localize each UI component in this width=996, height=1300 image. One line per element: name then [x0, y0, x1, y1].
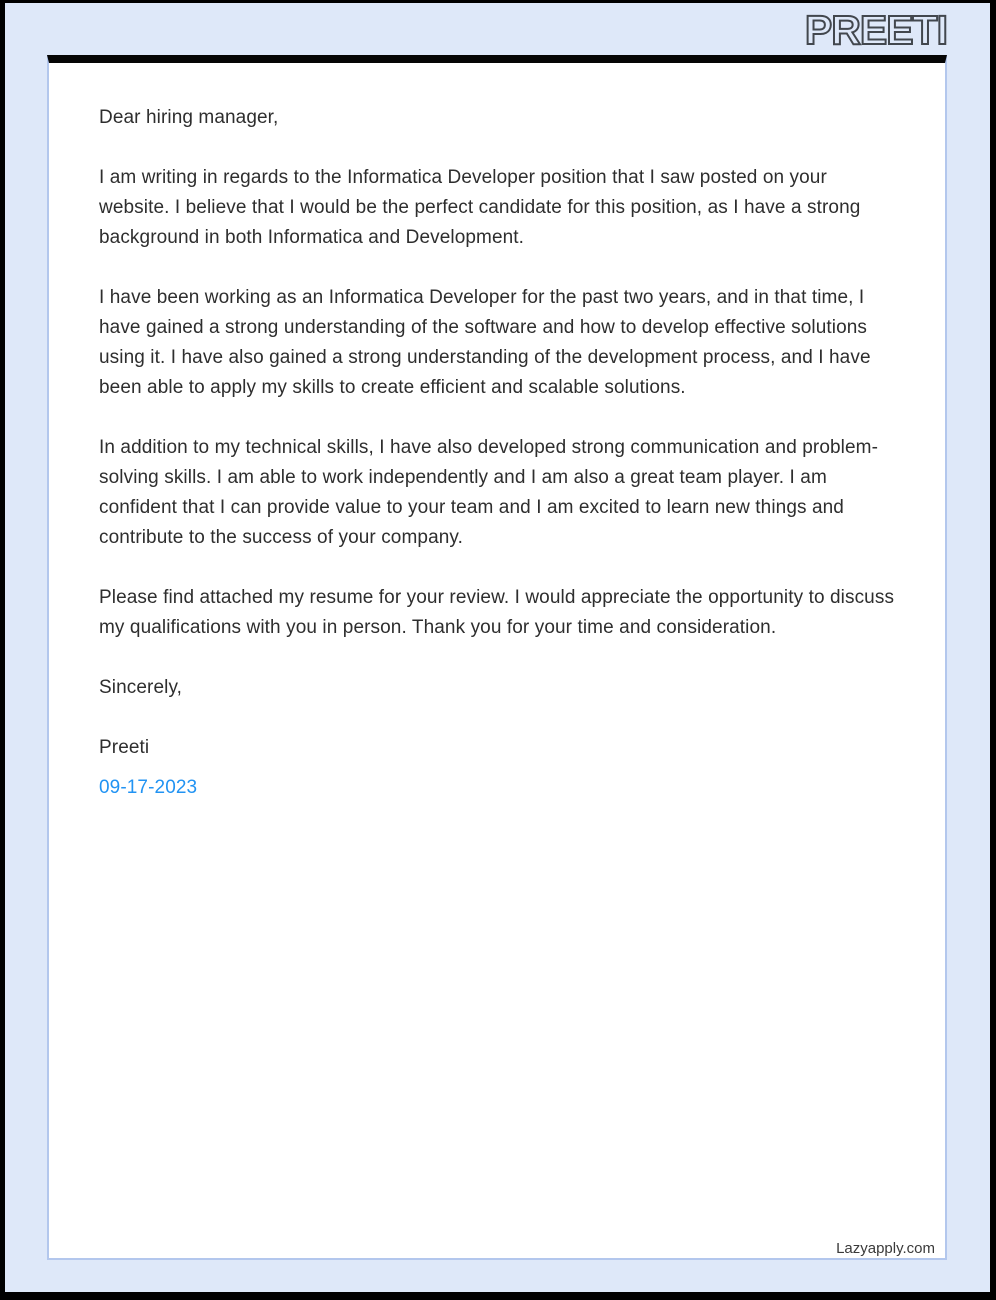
letter-date-link[interactable]: 09-17-2023: [99, 777, 198, 798]
letter-greeting: Dear hiring manager,: [99, 107, 279, 128]
letter-paragraph: In addition to my technical skills, I have also developed strong communication and problem-solving skills. I am able to work independently and I am also a great team player. I am confident that I can provide value to your team and I am excited to learn new things and contribute to the success of your company.: [99, 437, 879, 548]
letter-paragraph: I have been working as an Informatica Developer for the past two years, and in that time, I have gained a strong understanding of the software and how to develop effective solutions using it. I have also gained a strong understanding of the development process, and I have been able to apply my skills to create efficient and scalable solutions.: [99, 287, 871, 398]
cover-letter-document: [47, 55, 947, 1260]
letter-signoff: Sincerely,: [99, 677, 183, 698]
lazyapply-watermark: Lazyapply.com: [836, 1240, 935, 1257]
letterhead-name: PREETI: [804, 7, 947, 53]
letter-signature-name: Preeti: [99, 737, 150, 758]
letter-paragraph: Please find attached my resume for your review. I would appreciate the opportunity to discuss my qualifications with you in person. Thank you for your time and consideration.: [99, 587, 895, 638]
letter-paragraph: I am writing in regards to the Informatica Developer position that I saw posted on your website. I believe that I would be the perfect candidate for this position, as I have a strong background in both Informatica and Development.: [99, 167, 861, 248]
